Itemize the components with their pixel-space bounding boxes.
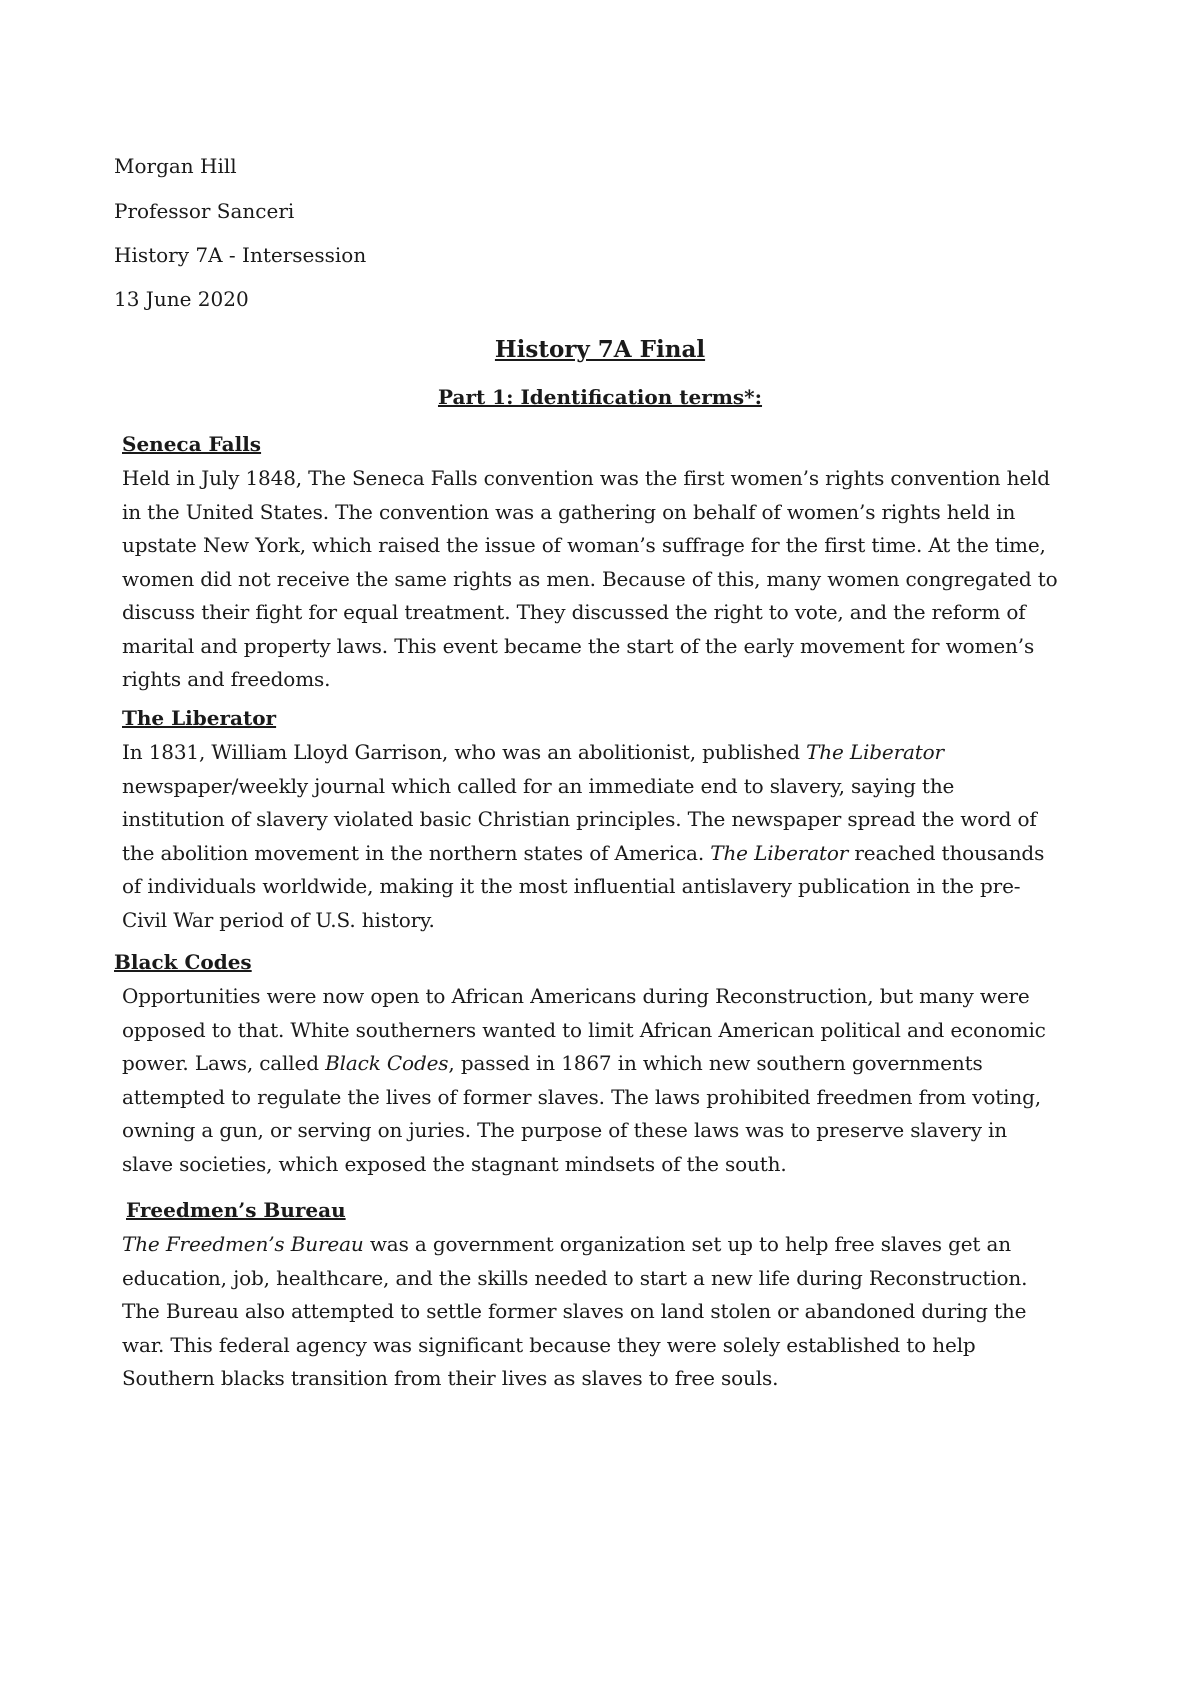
page-subtitle: Part 1: Identification terms*: bbox=[437, 385, 763, 409]
section-the-liberator bbox=[122, 704, 1062, 937]
body-text: Opportunities were now open to African Americans during Reconstruction, but many were opposed to that. White southerners wanted to limit African American political and economic power. Laws, called bbox=[122, 984, 1046, 1075]
section-freedmens-bureau bbox=[122, 1196, 1062, 1396]
section-black-codes bbox=[114, 948, 1054, 1181]
publication-title: The Liberator bbox=[806, 740, 944, 764]
body-text: , passed in 1867 in which new southern governments attempted to regulate the lives of former slaves. The laws prohibited freedmen from voting, owning a gun, or serving on juries. The purpose of these laws was to preserve slavery in slave societies, which exposed the stagnant mindsets of the south. bbox=[122, 1051, 1041, 1176]
section-seneca-falls bbox=[122, 430, 1062, 697]
professor-name: Professor Sanceri bbox=[114, 199, 295, 223]
section-heading: The Liberator bbox=[122, 706, 277, 730]
section-body bbox=[114, 980, 1054, 1181]
section-heading: Black Codes bbox=[114, 950, 252, 974]
course-name: History 7A - Intersession bbox=[114, 243, 367, 267]
body-text: newspaper/weekly journal which called for an immediate end to slavery, saying the institution of slavery violated basic Christian principles. The newspaper spread the word of the abolition movement in the northern states of America. bbox=[122, 773, 1037, 865]
page-title: History 7A Final bbox=[494, 336, 706, 363]
organization-name: The Freedmen’s Bureau bbox=[122, 1232, 364, 1256]
publication-title: The Liberator bbox=[710, 840, 849, 865]
body-text: In 1831, William Lloyd Garrison, who was an abolitionist, published bbox=[122, 740, 807, 764]
section-body bbox=[122, 736, 1062, 937]
document-date: 13 June 2020 bbox=[114, 287, 249, 311]
law-name: Black Codes bbox=[325, 1051, 449, 1075]
author-name: Morgan Hill bbox=[114, 154, 237, 178]
section-body bbox=[122, 1228, 1062, 1396]
section-body: Held in July 1848, The Seneca Falls convention was the first women’s rights convention held in the United States. The convention was a gathering on behalf of women’s rights held in upstate New York, which raised the issue of woman’s suffrage for the first time. At the time, women did not receive the same rights as men. Because of this, many women congregated to discuss their fight for equal treatment. They discussed the right to vote, and the reform of marital and property laws. This event became the start of the early movement for women’s rights and freedoms. bbox=[122, 466, 1058, 691]
body-text: was a government organization set up to help free slaves get an education, job, healthcare, and the skills needed to start a new life during Reconstruction. The Bureau also attempted to settle former slaves on land stolen or abandoned during the war. This federal agency was significant because they were solely established to help Southern blacks transition from their lives as slaves to free souls. bbox=[122, 1232, 1028, 1390]
section-heading: Seneca Falls bbox=[122, 432, 262, 456]
body-text: reached thousands of individuals worldwide, making it the most influential antislavery publication in the pre-Civil War period of U.S. history. bbox=[122, 840, 1045, 932]
section-heading: Freedmen’s Bureau bbox=[126, 1198, 346, 1222]
